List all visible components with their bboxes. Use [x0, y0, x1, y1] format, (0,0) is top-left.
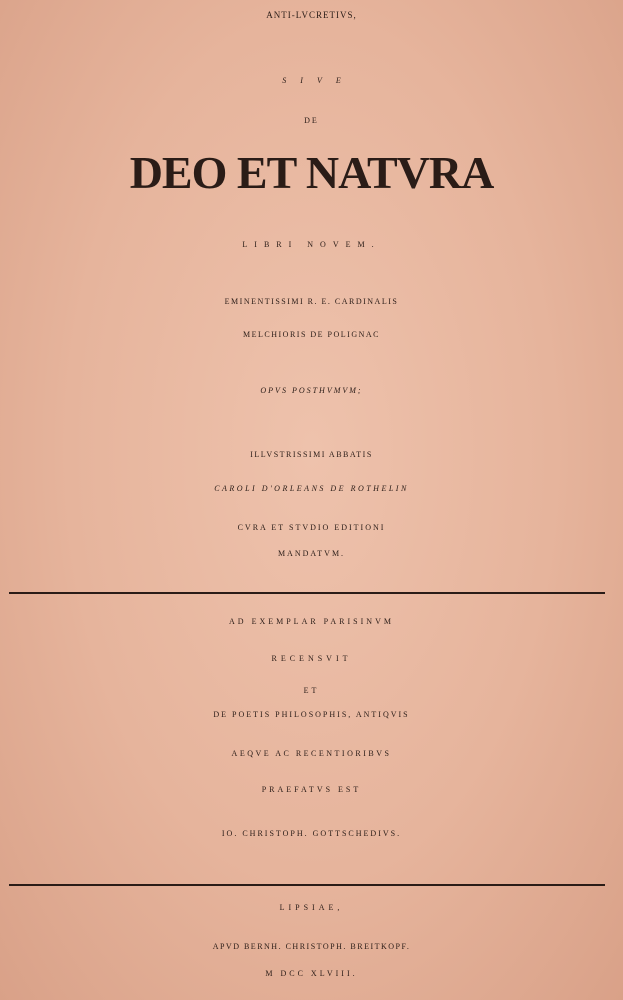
opus-line: OPVS POSTHVMVM; [260, 386, 363, 395]
sive-line: SIVE [282, 76, 355, 85]
imprint-publisher: APVD BERNH. CHRISTOPH. BREITKOPF. [212, 942, 411, 951]
recensuit-line: RECENSVIT [271, 654, 352, 663]
main-title: DEO ET NATVRA [129, 147, 494, 198]
et-line: ET [303, 686, 320, 695]
gottsched-name: IO. CHRISTOPH. GOTTSCHEDIVS. [221, 829, 402, 838]
divider-rule-bottom [9, 884, 605, 886]
imprint-place: LIPSIAE, [279, 903, 344, 912]
imprint-year: M DCC XLVIII. [265, 969, 358, 978]
exemplar-line: AD EXEMPLAR PARISINVM [229, 617, 394, 626]
author-name: MELCHIORIS DE POLIGNAC [243, 330, 380, 339]
de-line: DE [304, 116, 319, 125]
abbot-line: ILLVSTRISSIMI ABBATIS [250, 450, 373, 459]
book-title: ANTI-LVCRETIVS, [266, 10, 357, 20]
divider-rule-top [9, 592, 605, 594]
aeque-line: AEQVE AC RECENTIORIBVS [231, 749, 392, 758]
editor-name: CAROLI D'ORLEANS DE ROTHELIN [214, 484, 409, 493]
mandatum-line: MANDATVM. [277, 549, 346, 558]
libri-line: LIBRI NOVEM. [242, 240, 381, 249]
poetis-line: DE POETIS PHILOSOPHIS, ANTIQVIS [213, 710, 410, 719]
cardinal-line: EMINENTISSIMI R. E. CARDINALIS [224, 297, 399, 306]
cura-line: CVRA ET STVDIO EDITIONI [237, 523, 386, 532]
praefatus-line: PRAEFATVS EST [261, 785, 362, 794]
